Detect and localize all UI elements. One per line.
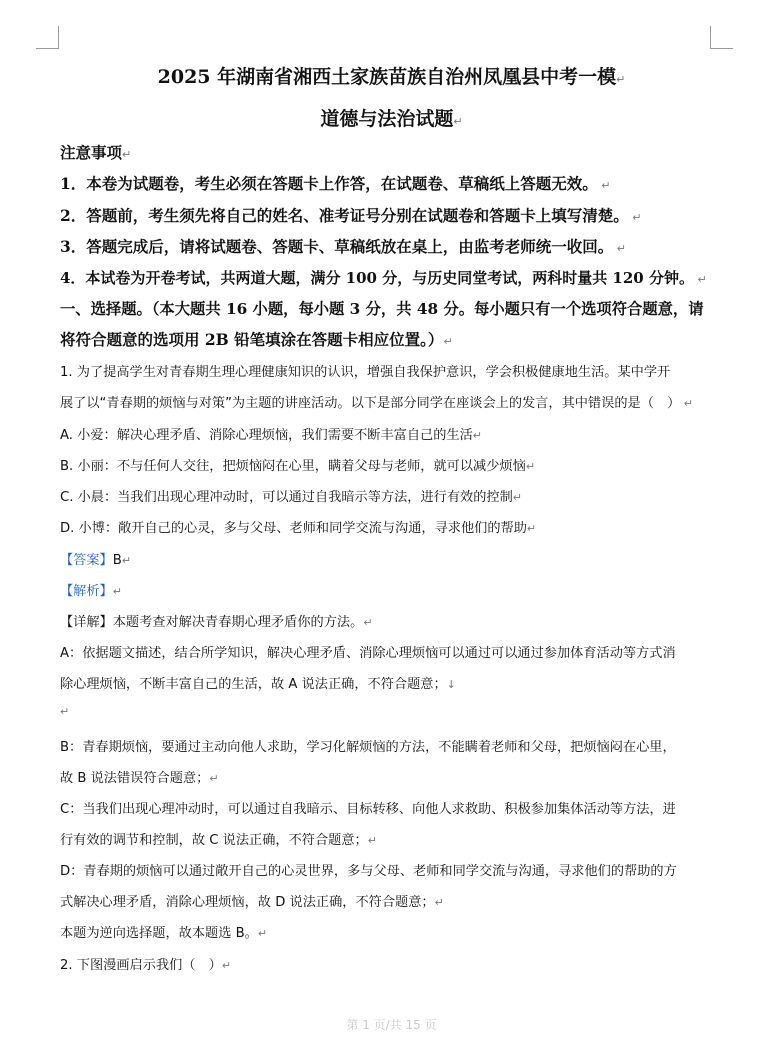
option-d: D. 小博：敞开自己的心灵，多与父母、老师和同学交流与沟通，寻求他们的帮助↵ bbox=[60, 521, 537, 536]
explanation-line: 除心理烦恼，不断丰富自己的生活，故 A 说法正确，不符合题意；↓ bbox=[60, 677, 456, 692]
section-heading-cont: 将符合题意的选项用 2B 铅笔填涂在答题卡相应位置。）↵ bbox=[60, 330, 453, 349]
explanation-line: C：当我们出现心理冲动时，可以通过自我暗示、目标转移、向他人求救助、积极参加集体活动等方法，进 bbox=[60, 802, 676, 817]
conclusion-line: 本题为逆向选择题，故本题选 B。↵ bbox=[60, 926, 268, 941]
crop-mark-top-right bbox=[710, 26, 733, 49]
explanation-line: 式解决心理矛盾，消除心理烦恼，故 D 说法正确，不符合题意；↵ bbox=[60, 895, 444, 910]
notice-item: 2．答题前，考生须先将自己的姓名、准考证号分别在试题卷和答题卡上填写清楚。 ↵ bbox=[60, 206, 642, 225]
question-1-stem-cont: 展了以“青春期的烦恼与对策”为主题的讲座活动。以下是部分同学在座谈会上的发言，其中错误的是（ ） ↵ bbox=[60, 396, 694, 411]
document-subtitle: 道德与法治试题↵ bbox=[320, 108, 463, 130]
answer-line: 【答案】B↵ bbox=[60, 553, 132, 568]
explanation-line: 行有效的调节和控制，故 C 说法正确，不符合题意；↵ bbox=[60, 833, 377, 848]
explanation-line: D：青春期的烦恼可以通过敞开自己的心灵世界，多与父母、老师和同学交流与沟通，寻求他们的帮助的方 bbox=[60, 864, 677, 879]
explanation-line: 故 B 说法错误符合题意；↵ bbox=[60, 771, 219, 786]
notice-item: 4．本试卷为开卷考试，共两道大题，满分 100 分，与历史同堂考试，两科时量共 120 分钟。 ↵ bbox=[60, 269, 707, 287]
detail-line: 【详解】本题考查对解决青春期心理矛盾你的方法。↵ bbox=[60, 615, 373, 630]
explanation-line: A：依据题文描述，结合所学知识，解决心理矛盾、消除心理烦恼可以通过可以通过参加体育活动等方式消 bbox=[60, 646, 676, 661]
option-b: B. 小丽：不与任何人交往，把烦恼闷在心里，瞒着父母与老师，就可以减少烦恼↵ bbox=[60, 459, 536, 474]
blank-paragraph-mark: ↵ bbox=[60, 705, 70, 718]
document-title: 2025 年湖南省湘西土家族苗族自治州凤凰县中考一模↵ bbox=[157, 66, 626, 88]
analysis-label: 【解析】↵ bbox=[60, 584, 122, 599]
page-footer: 第 1 页/共 15 页 bbox=[346, 1018, 437, 1032]
notice-heading: 注意事项↵ bbox=[60, 143, 132, 162]
question-2-stem: 2. 下图漫画启示我们（ ）↵ bbox=[60, 958, 232, 973]
crop-mark-top-left bbox=[36, 26, 59, 49]
option-c: C. 小晨：当我们出现心理冲动时，可以通过自我暗示等方法，进行有效的控制↵ bbox=[60, 490, 522, 505]
option-a: A. 小爱：解决心理矛盾、消除心理烦恼，我们需要不断丰富自己的生活↵ bbox=[60, 428, 483, 443]
notice-item: 1．本卷为试题卷，考生必须在答题卡上作答，在试题卷、草稿纸上答题无效。 ↵ bbox=[60, 174, 611, 193]
notice-item: 3．答题完成后，请将试题卷、答题卡、草稿纸放在桌上，由监考老师统一收回。 ↵ bbox=[60, 237, 627, 256]
explanation-line: B：青春期烦恼，要通过主动向他人求助，学习化解烦恼的方法，不能瞒着老师和父母，把烦恼闷在心里， bbox=[60, 740, 676, 755]
section-heading: 一、选择题。（本大题共 16 小题，每小题 3 分，共 48 分。每小题只有一个选项符合题意，请 bbox=[60, 300, 704, 318]
question-1-stem: 1. 为了提高学生对青春期生理心理健康知识的认识，增强自我保护意识，学会积极健康地生活。某中学开 bbox=[60, 365, 671, 380]
